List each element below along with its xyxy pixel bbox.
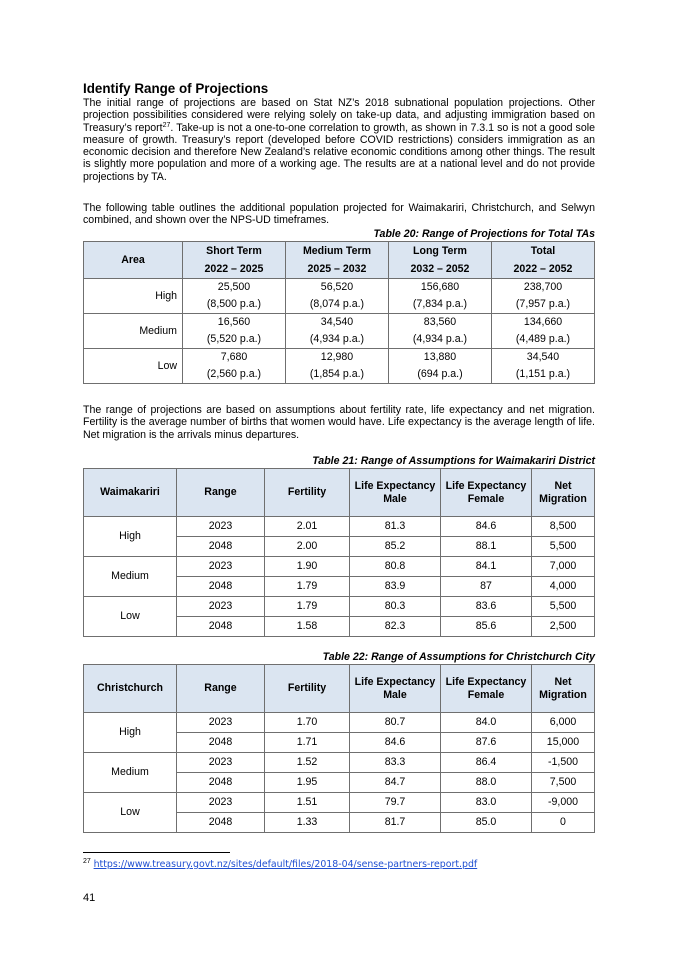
table20-area-cell: Medium (84, 314, 183, 349)
projections-table (83, 241, 595, 384)
table22-header-cell: Christchurch (84, 665, 177, 713)
table20-value-cell (183, 349, 286, 384)
intro-text-a: The initial range of projections are based on Stat NZ’s 2018 subnational population projections. Other projection possibilities considered were relying solely on take-up data, and adjusting immigration based on Treasury’s report (83, 97, 595, 134)
table22-caption: Table 22: Range of Assumptions for Christchurch City (322, 651, 595, 663)
intro-paragraph (83, 97, 595, 183)
table22-row (84, 753, 595, 773)
projection-total: 12,980 (320, 351, 354, 363)
table22-row (84, 793, 595, 813)
projection-annual: (4,489 p.a.) (515, 333, 571, 345)
table21-cell: 87 (441, 577, 532, 597)
table21-header-cell: Net Migration (532, 469, 595, 517)
table22-cell: 84.0 (441, 713, 532, 733)
table22-range-group: Medium (84, 753, 177, 793)
table20-value-cell (492, 279, 595, 314)
table20-value-cell (492, 349, 595, 384)
table21-cell: 5,500 (532, 537, 595, 557)
table20-area-cell: Low (84, 349, 183, 384)
table22-cell: -9,000 (532, 793, 595, 813)
table21-cell: 83.6 (441, 597, 532, 617)
table20-value-cell (492, 314, 595, 349)
table22-range-group: Low (84, 793, 177, 833)
table20-value-cell (183, 314, 286, 349)
table21-cell: 2.00 (265, 537, 350, 557)
table22-cell: 2023 (177, 793, 265, 813)
table21-cell: 2023 (177, 557, 265, 577)
table22-cell: 79.7 (350, 793, 441, 813)
table22-cell: 1.70 (265, 713, 350, 733)
footnote-ref[interactable]: 27 (162, 121, 171, 129)
table22-cell: 2023 (177, 753, 265, 773)
table22-cell: 2048 (177, 773, 265, 793)
table20-value-cell (389, 314, 492, 349)
table20-row (84, 279, 595, 314)
projection-total: 16,560 (217, 316, 251, 328)
table21-cell: 2048 (177, 577, 265, 597)
projection-annual: (1,854 p.a.) (309, 368, 365, 380)
table21-cell: 2048 (177, 537, 265, 557)
projection-total: 7,680 (220, 351, 248, 363)
footnote-divider (83, 852, 230, 853)
table21-cell: 8,500 (532, 517, 595, 537)
table21-row (84, 557, 595, 577)
footnote (83, 859, 477, 870)
table21-cell: 2.01 (265, 517, 350, 537)
table21-cell: 7,000 (532, 557, 595, 577)
table20-header-area: Area (84, 242, 183, 279)
table22-cell: 87.6 (441, 733, 532, 753)
projection-total: 34,540 (320, 316, 354, 328)
table22-cell: 1.52 (265, 753, 350, 773)
table22-header-cell: Life Expectancy Male (350, 665, 441, 713)
table20-value-cell (389, 279, 492, 314)
table20-header-long: Long Term 2032 – 2052 (389, 242, 492, 279)
table22-cell: 83.0 (441, 793, 532, 813)
table22-header-cell: Life Expectancy Female (441, 665, 532, 713)
table22-cell: 0 (532, 813, 595, 833)
projection-total: 25,500 (217, 281, 251, 293)
table22-header-cell: Net Migration (532, 665, 595, 713)
table22-cell: 85.0 (441, 813, 532, 833)
table22-row (84, 713, 595, 733)
table21-row (84, 597, 595, 617)
table22-cell: 84.7 (350, 773, 441, 793)
table21-cell: 80.3 (350, 597, 441, 617)
intro-text-b: . Take-up is not a one-to-one correlation to growth, as shown in 7.3.1 so is not a good sole measure of growth. Treasury’s report (developed before COVID restrictions) considers immigration as an economic decision and therefore New Zealand’s relative economic conditions among other things. The result is slightly more population and more of a working age. The results are at a national level and do not provide projections by TA. (83, 121, 595, 183)
table21-cell: 1.90 (265, 557, 350, 577)
table22-cell: 88.0 (441, 773, 532, 793)
projection-total: 34,540 (526, 351, 560, 363)
table22-cell: 1.95 (265, 773, 350, 793)
table22-cell: -1,500 (532, 753, 595, 773)
table22-cell: 2023 (177, 713, 265, 733)
table21-cell: 83.9 (350, 577, 441, 597)
table22-cell: 80.7 (350, 713, 441, 733)
table21-cell: 88.1 (441, 537, 532, 557)
projection-annual: (4,934 p.a.) (309, 333, 365, 345)
table22-header-cell: Range (177, 665, 265, 713)
table22-cell: 84.6 (350, 733, 441, 753)
table22-range-group: High (84, 713, 177, 753)
table20-value-cell (286, 314, 389, 349)
table21-cell: 2,500 (532, 617, 595, 637)
footnote-number: 27 (83, 858, 91, 865)
table21-cell: 2023 (177, 597, 265, 617)
projection-annual: (7,957 p.a.) (515, 298, 571, 310)
table21-cell: 84.6 (441, 517, 532, 537)
table21-range-group: Low (84, 597, 177, 637)
table22-cell: 6,000 (532, 713, 595, 733)
table21-header-cell: Waimakariri (84, 469, 177, 517)
table22-cell: 1.33 (265, 813, 350, 833)
table20-area-cell: High (84, 279, 183, 314)
table20-caption: Table 20: Range of Projections for Total TAs (373, 228, 595, 240)
table22-header-row (84, 665, 595, 713)
table22-header-cell: Fertility (265, 665, 350, 713)
projection-annual: (4,934 p.a.) (412, 333, 468, 345)
projection-annual: (8,500 p.a.) (206, 298, 262, 310)
table21-header-cell: Fertility (265, 469, 350, 517)
table21-cell: 1.79 (265, 577, 350, 597)
waimakariri-assumptions-table (83, 468, 595, 637)
projection-annual: (1,151 p.a.) (515, 368, 571, 380)
table20-header-row (84, 242, 595, 279)
projection-total: 238,700 (523, 281, 563, 293)
projection-total: 134,660 (523, 316, 563, 328)
table20-value-cell (389, 349, 492, 384)
assumptions-paragraph: The range of projections are based on assumptions about fertility rate, life expectancy and net migration. Fertility is the average number of births that women would have. Life expectancy is the average length of life. Net migration is the arrivals minus departures. (83, 404, 595, 441)
table20-value-cell (183, 279, 286, 314)
table22-cell: 81.7 (350, 813, 441, 833)
table21-cell: 2023 (177, 517, 265, 537)
table21-cell: 85.2 (350, 537, 441, 557)
table20-header-total: Total 2022 – 2052 (492, 242, 595, 279)
table22-cell: 1.51 (265, 793, 350, 813)
table20-row (84, 349, 595, 384)
table20-header-short: Short Term 2022 – 2025 (183, 242, 286, 279)
table21-range-group: High (84, 517, 177, 557)
table21-header-cell: Range (177, 469, 265, 517)
table22-cell: 2048 (177, 733, 265, 753)
table21-cell: 1.79 (265, 597, 350, 617)
projection-annual: (8,074 p.a.) (309, 298, 365, 310)
page-number: 41 (83, 892, 96, 904)
christchurch-assumptions-table (83, 664, 595, 833)
table21-cell: 81.3 (350, 517, 441, 537)
table22-cell: 2048 (177, 813, 265, 833)
table21-cell: 80.8 (350, 557, 441, 577)
table21-cell: 4,000 (532, 577, 595, 597)
projection-annual: (7,834 p.a.) (412, 298, 468, 310)
table21-cell: 85.6 (441, 617, 532, 637)
table20-header-medium: Medium Term 2025 – 2032 (286, 242, 389, 279)
table21-cell: 84.1 (441, 557, 532, 577)
projection-total: 83,560 (423, 316, 457, 328)
table21-cell: 1.58 (265, 617, 350, 637)
table21-header-cell: Life Expectancy Male (350, 469, 441, 517)
projection-annual: (2,560 p.a.) (206, 368, 262, 380)
projection-annual: (694 p.a.) (417, 368, 463, 380)
table22-cell: 86.4 (441, 753, 532, 773)
table21-cell: 5,500 (532, 597, 595, 617)
table21-header-cell: Life Expectancy Female (441, 469, 532, 517)
projection-annual: (5,520 p.a.) (206, 333, 262, 345)
table21-caption: Table 21: Range of Assumptions for Waimakariri District (312, 455, 595, 467)
table22-cell: 1.71 (265, 733, 350, 753)
table21-row (84, 517, 595, 537)
table22-cell: 83.3 (350, 753, 441, 773)
projection-total: 156,680 (420, 281, 460, 293)
table21-range-group: Medium (84, 557, 177, 597)
table-intro-paragraph: The following table outlines the additional population projected for Waimakariri, Christchurch, and Selwyn combined, and shown over the NPS-UD timeframes. (83, 202, 595, 227)
table20-row (84, 314, 595, 349)
table21-cell: 2048 (177, 617, 265, 637)
footnote-link[interactable]: https://www.treasury.govt.nz/sites/default/files/2018-04/sense-partners-report.pdf (93, 859, 478, 870)
projection-total: 13,880 (423, 351, 457, 363)
table20-value-cell (286, 279, 389, 314)
table21-header-row (84, 469, 595, 517)
table22-cell: 15,000 (532, 733, 595, 753)
table20-value-cell (286, 349, 389, 384)
projection-total: 56,520 (320, 281, 354, 293)
table21-cell: 82.3 (350, 617, 441, 637)
table22-cell: 7,500 (532, 773, 595, 793)
section-heading: Identify Range of Projections (83, 81, 269, 96)
